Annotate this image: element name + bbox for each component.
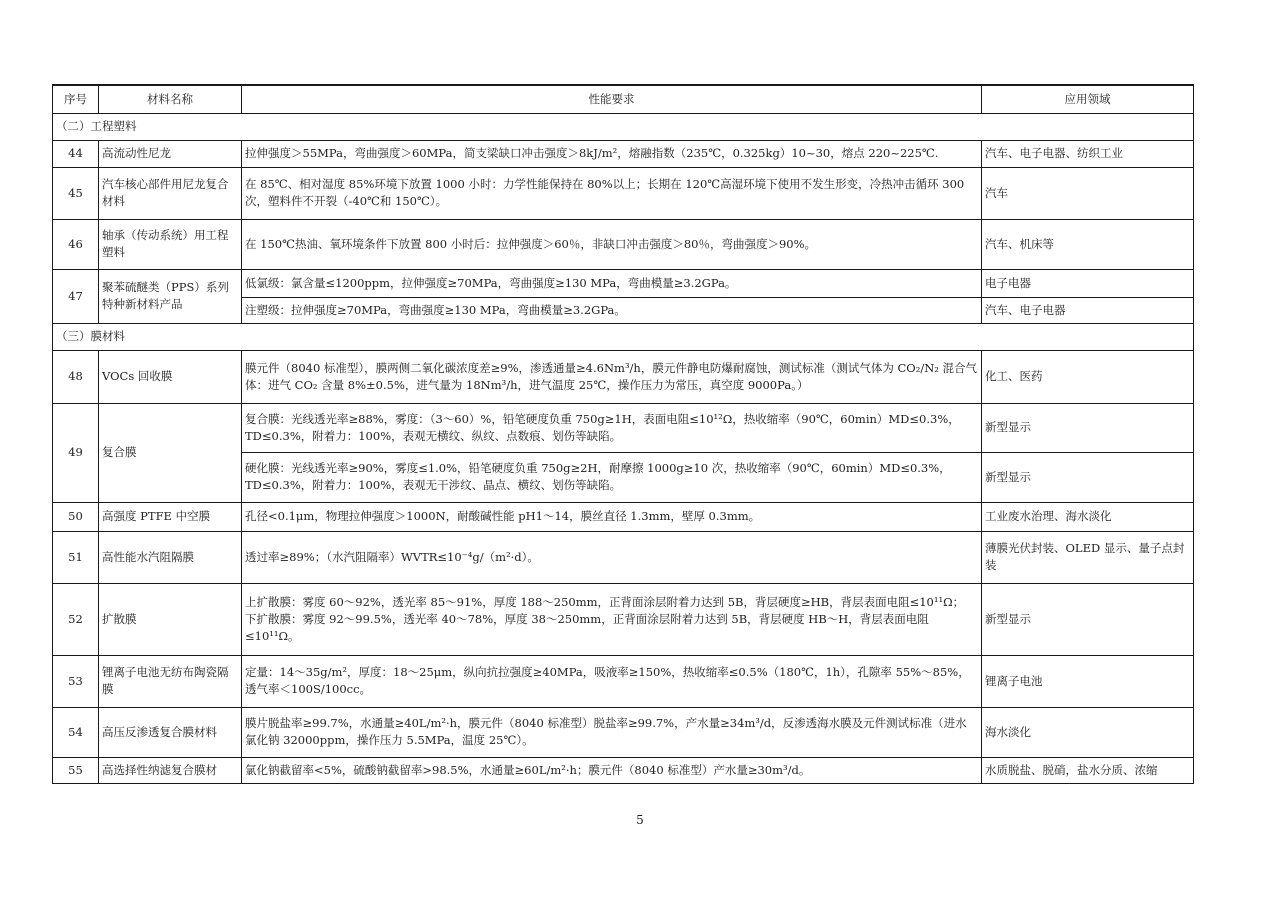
cell-performance-requirements: 上扩散膜：雾度 60～92%，透光率 85～91%，厚度 188～250mm，正背面涂层附着力达到 5B，背层硬度≥HB，背层表面电阻≤10¹¹Ω； 下扩散膜：雾度 92～99.5%，透光率 40～78%，厚度 38～250mm，正背面涂层附着力达到 5B，背层硬度 HB～H，背层表面电阻≤10¹¹Ω。 — [242, 583, 982, 655]
cell-no: 52 — [53, 583, 99, 655]
cell-performance-requirements: 在 150℃热油、氧环境条件下放置 800 小时后：拉伸强度＞60％，非缺口冲击强度＞80％，弯曲强度＞90%。 — [242, 219, 982, 269]
cell-no: 53 — [53, 655, 99, 707]
cell-performance-requirements: 氯化钠截留率<5%，硫酸钠截留率>98.5%，水通量≥60L/m²·h；膜元件（8040 标准型）产水量≥30m³/d。 — [242, 757, 982, 783]
cell-material-name: 高压反渗透复合膜材料 — [99, 707, 242, 757]
cell-no: 46 — [53, 219, 99, 269]
table-row — [53, 403, 1194, 452]
cell-performance-requirements: 膜元件（8040 标准型），膜两侧二氧化碳浓度差≥9%，渗透通量≥4.6Nm³/h，膜元件静电防爆耐腐蚀，测试标准（测试气体为 CO₂/N₂ 混合气体：进气 CO₂ 含量 8%±0.5%，进气量为 18Nm³/h，进气温度 25℃，操作压力为常压，真空度 9000Pa。） — [242, 350, 982, 403]
cell-performance-requirements: 拉伸强度＞55MPa，弯曲强度＞60MPa，简支梁缺口冲击强度＞8kJ/m²，熔融指数（235℃，0.325kg）10~30，熔点 220~225℃. — [242, 140, 982, 167]
cell-material-name: 汽车核心部件用尼龙复合材料 — [99, 167, 242, 219]
cell-performance-requirements: 注塑级：拉伸强度≥70MPa，弯曲强度≥130 MPa，弯曲模量≥3.2GPa。 — [242, 297, 982, 323]
cell-material-name: 扩散膜 — [99, 583, 242, 655]
cell-application-field: 汽车、电子电器 — [982, 297, 1194, 323]
cell-no: 54 — [53, 707, 99, 757]
cell-performance-requirements: 定量：14～35g/m²，厚度：18～25μm，纵向抗拉强度≥40MPa，吸液率≥150%，热收缩率≤0.5%（180℃，1h），孔隙率 55%～85%，透气率＜100S/100cc。 — [242, 655, 982, 707]
cell-material-name: 高强度 PTFE 中空膜 — [99, 502, 242, 531]
table-row — [53, 219, 1194, 269]
table-row — [53, 502, 1194, 531]
cell-performance-requirements: 低氯级：氯含量≤1200ppm，拉伸强度≥70MPa，弯曲强度≥130 MPa，弯曲模量≥3.2GPa。 — [242, 269, 982, 297]
cell-no: 48 — [53, 350, 99, 403]
cell-application-field: 新型显示 — [982, 452, 1194, 502]
cell-no: 50 — [53, 502, 99, 531]
header-material-name: 材料名称 — [99, 85, 242, 113]
cell-no: 49 — [53, 403, 99, 502]
cell-application-field: 新型显示 — [982, 403, 1194, 452]
cell-application-field: 汽车、机床等 — [982, 219, 1194, 269]
section-row — [53, 113, 1194, 140]
cell-performance-requirements: 复合膜：光线透光率≥88%，雾度：（3～60）%，铅笔硬度负重 750g≥1H，表面电阻≤10¹²Ω，热收缩率（90℃，60min）MD≤0.3%，TD≤0.3%，附着力：100%，表观无横纹、纵纹、点数痕、划伤等缺陷。 — [242, 403, 982, 452]
cell-application-field: 新型显示 — [982, 583, 1194, 655]
table-row — [53, 655, 1194, 707]
page-number: 5 — [636, 813, 644, 827]
section-title: （三）膜材料 — [53, 323, 1194, 350]
cell-application-field: 化工、医药 — [982, 350, 1194, 403]
table-body — [53, 113, 1194, 783]
table-row — [53, 269, 1194, 297]
cell-material-name: 高流动性尼龙 — [99, 140, 242, 167]
cell-material-name: 锂离子电池无纺布陶瓷隔膜 — [99, 655, 242, 707]
cell-material-name: 高性能水汽阻隔膜 — [99, 531, 242, 583]
table-header-row — [53, 85, 1194, 113]
cell-application-field: 工业废水治理、海水淡化 — [982, 502, 1194, 531]
table-row — [53, 757, 1194, 783]
section-title: （二）工程塑料 — [53, 113, 1194, 140]
cell-application-field: 汽车、电子电器、纺织工业 — [982, 140, 1194, 167]
cell-performance-requirements: 在 85℃、相对湿度 85%环境下放置 1000 小时：力学性能保持在 80%以上；长期在 120℃高湿环境下使用不发生形变，冷热冲击循环 300 次，塑料件不开裂（-40℃和 150℃）。 — [242, 167, 982, 219]
table-row — [53, 707, 1194, 757]
cell-application-field: 水质脱盐、脱硝，盐水分质、浓缩 — [982, 757, 1194, 783]
cell-no: 45 — [53, 167, 99, 219]
cell-application-field: 薄膜光伏封装、OLED 显示、量子点封装 — [982, 531, 1194, 583]
cell-application-field: 汽车 — [982, 167, 1194, 219]
cell-no: 44 — [53, 140, 99, 167]
cell-material-name: 轴承（传动系统）用工程塑料 — [99, 219, 242, 269]
table-row — [53, 531, 1194, 583]
cell-no: 51 — [53, 531, 99, 583]
cell-material-name: 高选择性纳滤复合膜材 — [99, 757, 242, 783]
header-no: 序号 — [53, 85, 99, 113]
header-performance-requirements: 性能要求 — [242, 85, 982, 113]
cell-performance-requirements: 硬化膜：光线透光率≥90%，雾度≤1.0%，铅笔硬度负重 750g≥2H，耐摩擦 1000g≥10 次，热收缩率（90℃，60min）MD≤0.3%，TD≤0.3%，附着力：100%，表观无干涉纹、晶点、横纹、划伤等缺陷。 — [242, 452, 982, 502]
cell-application-field: 海水淡化 — [982, 707, 1194, 757]
cell-material-name: 聚苯硫醚类（PPS）系列特种新材料产品 — [99, 269, 242, 323]
cell-application-field: 锂离子电池 — [982, 655, 1194, 707]
cell-performance-requirements: 透过率≥89%；（水汽阻隔率）WVTR≤10⁻⁴g/（m²·d）。 — [242, 531, 982, 583]
table-row — [53, 167, 1194, 219]
cell-performance-requirements: 孔径<0.1μm，物理拉伸强度＞1000N，耐酸碱性能 pH1～14，膜丝直径 1.3mm，壁厚 0.3mm。 — [242, 502, 982, 531]
section-row — [53, 323, 1194, 350]
table-row — [53, 583, 1194, 655]
cell-no: 47 — [53, 269, 99, 323]
cell-material-name: 复合膜 — [99, 403, 242, 502]
cell-performance-requirements: 膜片脱盐率≥99.7%，水通量≥40L/m²·h，膜元件（8040 标准型）脱盐率≥99.7%，产水量≥34m³/d，反渗透海水膜及元件测试标准（进水氯化钠 32000ppm，操作压力 5.5MPa，温度 25℃）。 — [242, 707, 982, 757]
spec-table — [52, 84, 1194, 784]
table-row — [53, 140, 1194, 167]
header-application-field: 应用领域 — [982, 85, 1194, 113]
cell-application-field: 电子电器 — [982, 269, 1194, 297]
cell-material-name: VOCs 回收膜 — [99, 350, 242, 403]
table-row — [53, 350, 1194, 403]
cell-no: 55 — [53, 757, 99, 783]
